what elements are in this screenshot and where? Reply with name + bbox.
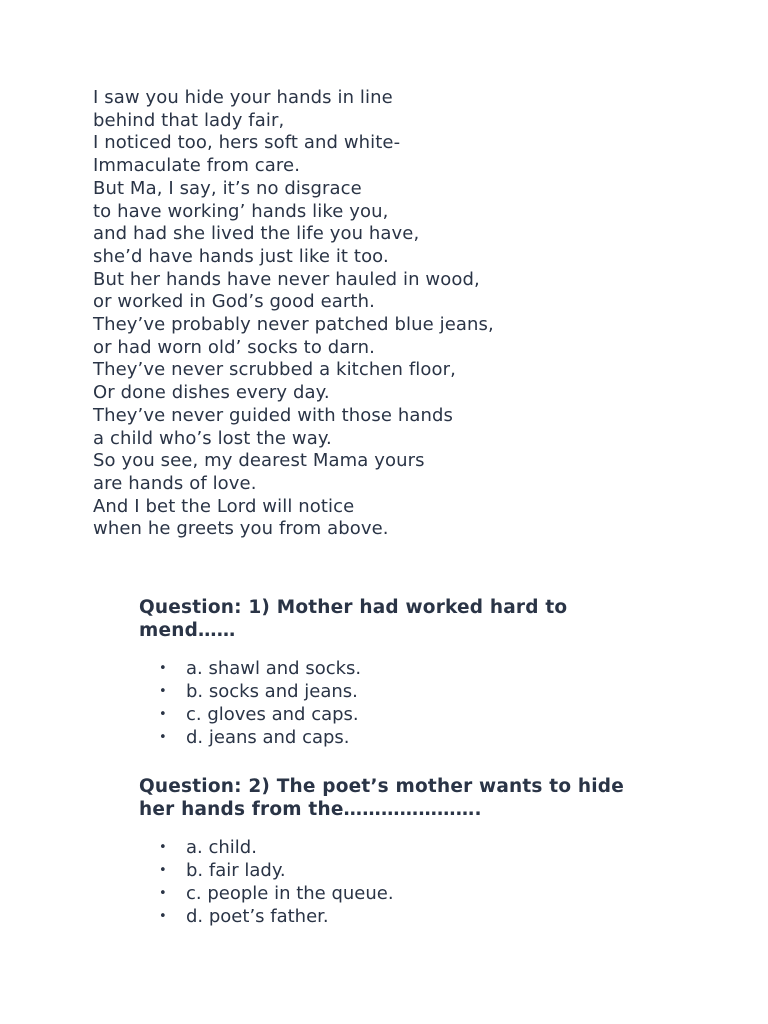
question-title bbox=[139, 596, 739, 642]
poem bbox=[93, 87, 713, 541]
bullet-icon: • bbox=[159, 909, 167, 924]
answer-option-label: d. jeans and caps. bbox=[186, 727, 350, 748]
poem-line: They’ve never scrubbed a kitchen floor, bbox=[93, 359, 456, 381]
question-title-line: Question: 2) The poet’s mother wants to hide bbox=[139, 776, 624, 797]
poem-line: or worked in God’s good earth. bbox=[93, 291, 375, 313]
poem-line: and had she lived the life you have, bbox=[93, 223, 420, 245]
poem-line: when he greets you from above. bbox=[93, 518, 389, 540]
poem-line: But Ma, I say, it’s no disgrace bbox=[93, 177, 362, 199]
bullet-icon: • bbox=[159, 886, 167, 901]
answer-options bbox=[139, 657, 739, 749]
answer-option-c bbox=[139, 703, 739, 726]
bullet-icon: • bbox=[159, 840, 167, 855]
poem-line: But her hands have never hauled in wood, bbox=[93, 268, 480, 290]
poem-line: So you see, my dearest Mama yours bbox=[93, 450, 425, 472]
answer-option-label: b. fair lady. bbox=[186, 860, 286, 881]
bullet-icon: • bbox=[159, 684, 167, 699]
bullet-icon: • bbox=[159, 730, 167, 745]
answer-option-b bbox=[139, 859, 739, 882]
answer-option-b bbox=[139, 680, 739, 703]
poem-line: or had worn old’ socks to darn. bbox=[93, 336, 375, 358]
answer-option-label: d. poet’s father. bbox=[186, 906, 329, 927]
quiz-section bbox=[139, 596, 739, 954]
bullet-icon: • bbox=[159, 863, 167, 878]
poem-line: are hands of love. bbox=[93, 472, 257, 494]
answer-option-a bbox=[139, 657, 739, 680]
answer-option-label: b. socks and jeans. bbox=[186, 681, 358, 702]
answer-option-label: c. people in the queue. bbox=[186, 883, 394, 904]
answer-option-a bbox=[139, 836, 739, 859]
question-title-line: Question: 1) Mother had worked hard to bbox=[139, 597, 568, 618]
poem-line: Immaculate from care. bbox=[93, 155, 301, 177]
question-title-line: mend…… bbox=[139, 620, 236, 641]
poem-line: I noticed too, hers soft and white- bbox=[93, 132, 401, 154]
question-1 bbox=[139, 596, 739, 749]
answer-option-c bbox=[139, 882, 739, 905]
poem-line: Or done dishes every day. bbox=[93, 382, 330, 404]
question-title-line: her hands from the…………………. bbox=[139, 799, 482, 820]
poem-line: They’ve never guided with those hands bbox=[93, 404, 454, 426]
poem-line: I saw you hide your hands in line bbox=[93, 87, 393, 108]
poem-line: a child who’s lost the way. bbox=[93, 427, 332, 449]
poem-line: They’ve probably never patched blue jeans, bbox=[93, 314, 494, 336]
answer-option-d bbox=[139, 726, 739, 749]
question-2 bbox=[139, 775, 739, 928]
poem-line: to have working’ hands like you, bbox=[93, 200, 389, 222]
answer-option-label: a. shawl and socks. bbox=[186, 658, 362, 679]
answer-option-label: c. gloves and caps. bbox=[186, 704, 359, 725]
answer-option-label: a. child. bbox=[186, 837, 257, 858]
bullet-icon: • bbox=[159, 707, 167, 722]
poem-line: she’d have hands just like it too. bbox=[93, 245, 389, 267]
question-title bbox=[139, 775, 739, 821]
answer-options bbox=[139, 836, 739, 928]
answer-option-d bbox=[139, 905, 739, 928]
poem-line: behind that lady fair, bbox=[93, 109, 285, 131]
bullet-icon: • bbox=[159, 661, 167, 676]
poem-line: And I bet the Lord will notice bbox=[93, 495, 355, 517]
